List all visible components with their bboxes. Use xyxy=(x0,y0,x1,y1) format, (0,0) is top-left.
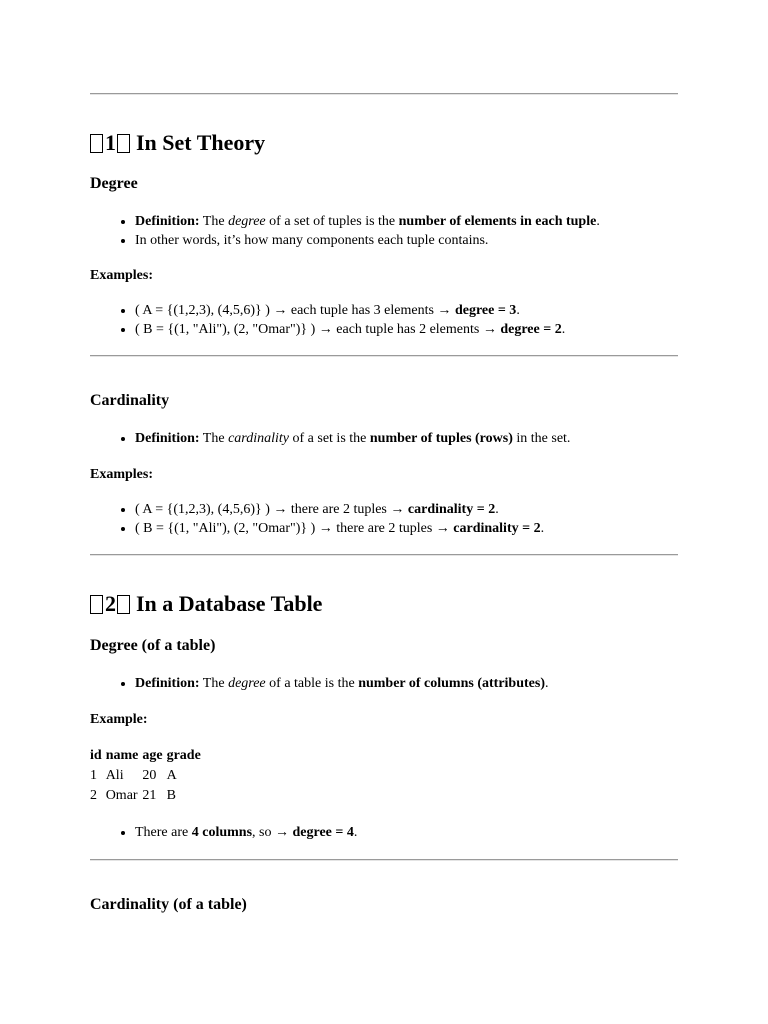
table-cardinality-heading: Cardinality (of a table) xyxy=(90,896,247,913)
keycap-emoji-icon xyxy=(117,595,130,614)
section-number: 2 xyxy=(105,591,116,616)
keycap-emoji-icon xyxy=(90,134,103,153)
table-cell: 20 xyxy=(142,768,157,783)
table-cell: Ali xyxy=(105,768,124,783)
table-header-row xyxy=(88,746,203,766)
list-item: • Definition: The degree of a set of tuples is the number of elements in each tuple. xyxy=(135,212,690,231)
table-cell: 1 xyxy=(90,768,97,783)
degree-definition-list xyxy=(90,212,690,250)
table-degree-note-list xyxy=(90,823,690,842)
column-header: age xyxy=(142,748,163,763)
list-item: • ( A = {(1,2,3), (4,5,6)} ) → there are 2 tuples → cardinality = 2. xyxy=(135,500,690,519)
divider xyxy=(90,554,678,556)
degree-heading: Degree xyxy=(90,175,138,192)
list-item: • In other words, it’s how many components each tuple contains. xyxy=(135,231,690,250)
section-1-heading xyxy=(90,130,265,156)
column-header: grade xyxy=(166,748,201,763)
example-heading: Example: xyxy=(90,712,148,727)
list-item: • ( B = {(1, "Ali"), (2, "Omar")} ) → there are 2 tuples → cardinality = 2. xyxy=(135,519,690,538)
table-cell: Omar xyxy=(105,788,138,803)
examples-heading: Examples: xyxy=(90,467,153,482)
list-item: • There are 4 columns, so → degree = 4. xyxy=(135,823,690,842)
sample-table xyxy=(88,746,203,806)
table-degree-heading: Degree (of a table) xyxy=(90,637,216,654)
section-title: In a Database Table xyxy=(136,591,323,616)
section-title: In Set Theory xyxy=(136,130,266,155)
divider xyxy=(90,859,678,861)
keycap-emoji-icon xyxy=(90,595,103,614)
table-cell: A xyxy=(166,768,177,783)
divider xyxy=(90,355,678,357)
divider xyxy=(90,93,678,95)
table-cell: 21 xyxy=(142,788,157,803)
section-2-heading xyxy=(90,591,322,617)
table-row xyxy=(88,786,203,806)
list-item: • Definition: The cardinality of a set is the number of tuples (rows) in the set. xyxy=(135,429,690,448)
cardinality-definition-list xyxy=(90,429,690,448)
column-header: id xyxy=(90,748,102,763)
table-cell: B xyxy=(166,788,176,803)
table-degree-definition-list xyxy=(90,674,690,693)
column-header: name xyxy=(105,748,139,763)
cardinality-heading: Cardinality xyxy=(90,392,170,409)
degree-examples-list xyxy=(90,301,690,339)
table-cell: 2 xyxy=(90,788,97,803)
keycap-emoji-icon xyxy=(117,134,130,153)
cardinality-examples-list xyxy=(90,500,690,538)
list-item: • ( A = {(1,2,3), (4,5,6)} ) → each tuple has 3 elements → degree = 3. xyxy=(135,301,690,320)
list-item: • Definition: The degree of a table is the number of columns (attributes). xyxy=(135,674,690,693)
table-row xyxy=(88,766,203,786)
examples-heading: Examples: xyxy=(90,268,153,283)
list-item: • ( B = {(1, "Ali"), (2, "Omar")} ) → each tuple has 2 elements → degree = 2. xyxy=(135,320,690,339)
section-number: 1 xyxy=(105,130,116,155)
